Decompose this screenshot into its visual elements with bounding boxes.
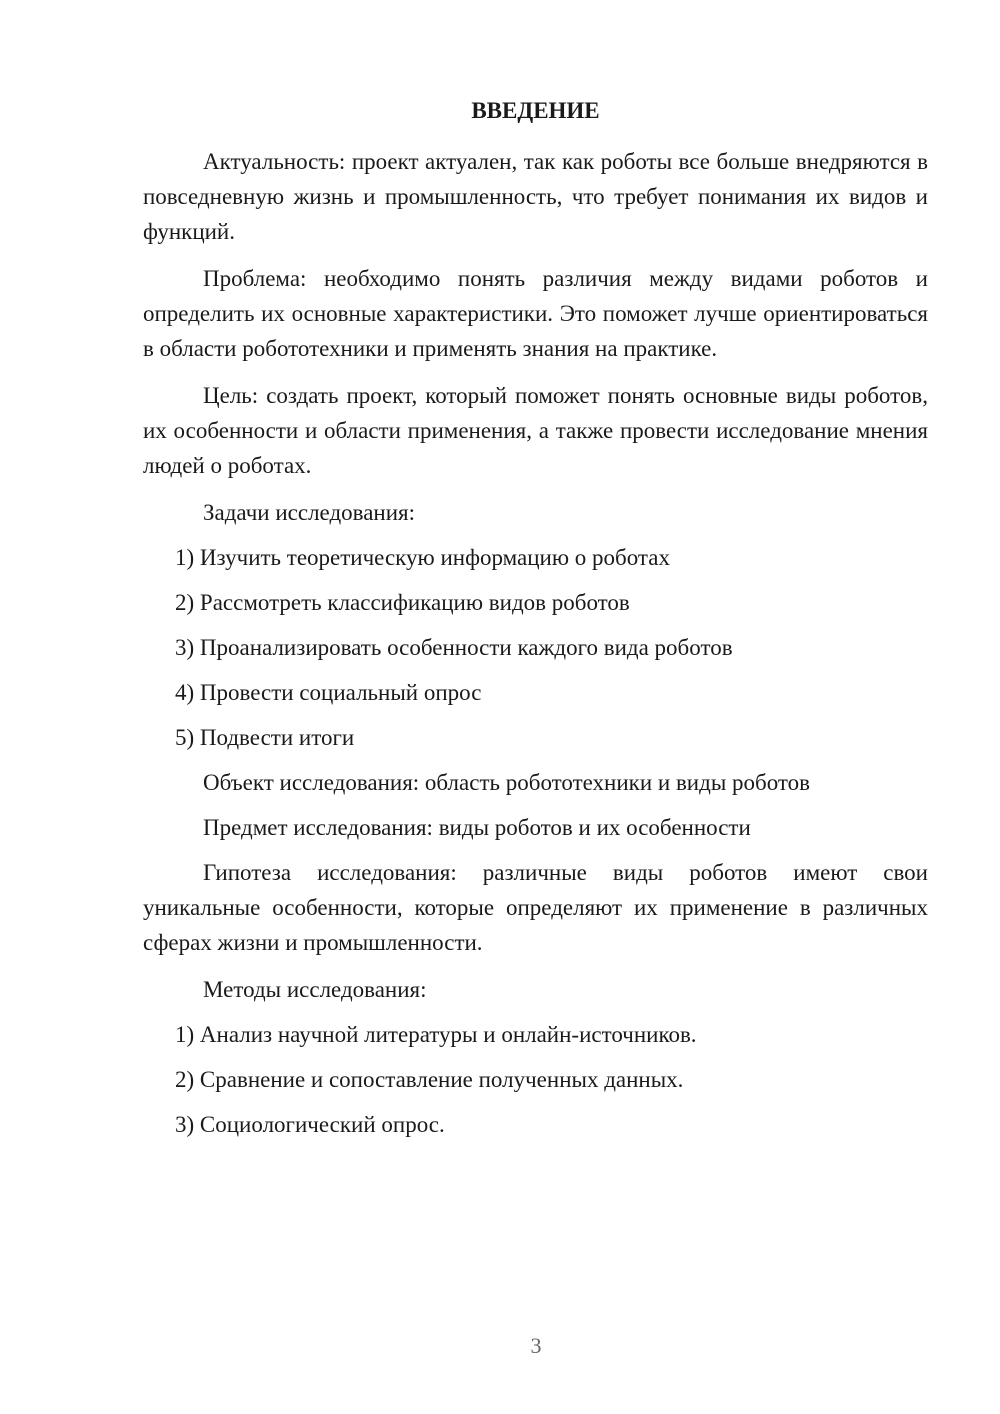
method-item: 2) Сравнение и сопоставление полученных данных. bbox=[175, 1067, 684, 1092]
page-title: ВВЕДЕНИЕ bbox=[471, 98, 600, 123]
relevance-paragraph: Актуальность: проект актуален, так как роботы все больше внедряются в повседневную жизнь и промышленность, что требует понимания их видов и функций. bbox=[143, 149, 928, 244]
page-number: 3 bbox=[530, 1333, 542, 1358]
research-subject: Предмет исследования: виды роботов и их особенности bbox=[203, 815, 751, 840]
task-item: 3) Проанализировать особенности каждого вида роботов bbox=[175, 635, 733, 660]
problem-paragraph: Проблема: необходимо понять различия между видами роботов и определить их основные характеристики. Это поможет лучше ориентироваться в области робототехники и применять знания на практике. bbox=[143, 266, 928, 361]
page-content bbox=[143, 93, 928, 1152]
goal-paragraph: Цель: создать проект, который поможет понять основные виды роботов, их особенности и области применения, а также провести исследование мнения людей о роботах. bbox=[143, 383, 928, 478]
task-item: 5) Подвести итоги bbox=[175, 725, 355, 750]
task-item: 2) Рассмотреть классификацию видов роботов bbox=[175, 590, 630, 615]
methods-heading: Методы исследования: bbox=[203, 977, 427, 1002]
method-item: 3) Социологический опрос. bbox=[175, 1112, 445, 1137]
task-item: 4) Провести социальный опрос bbox=[175, 680, 482, 705]
research-object: Объект исследования: область робототехники и виды роботов bbox=[203, 770, 811, 795]
tasks-heading: Задачи исследования: bbox=[203, 500, 416, 525]
method-item: 1) Анализ научной литературы и онлайн-источников. bbox=[175, 1022, 697, 1047]
task-item: 1) Изучить теоретическую информацию о роботах bbox=[175, 545, 670, 570]
hypothesis-paragraph: Гипотеза исследования: различные виды роботов имеют свои уникальные особенности, которые определяют их применение в различных сферах жизни и промышленности. bbox=[143, 860, 928, 955]
